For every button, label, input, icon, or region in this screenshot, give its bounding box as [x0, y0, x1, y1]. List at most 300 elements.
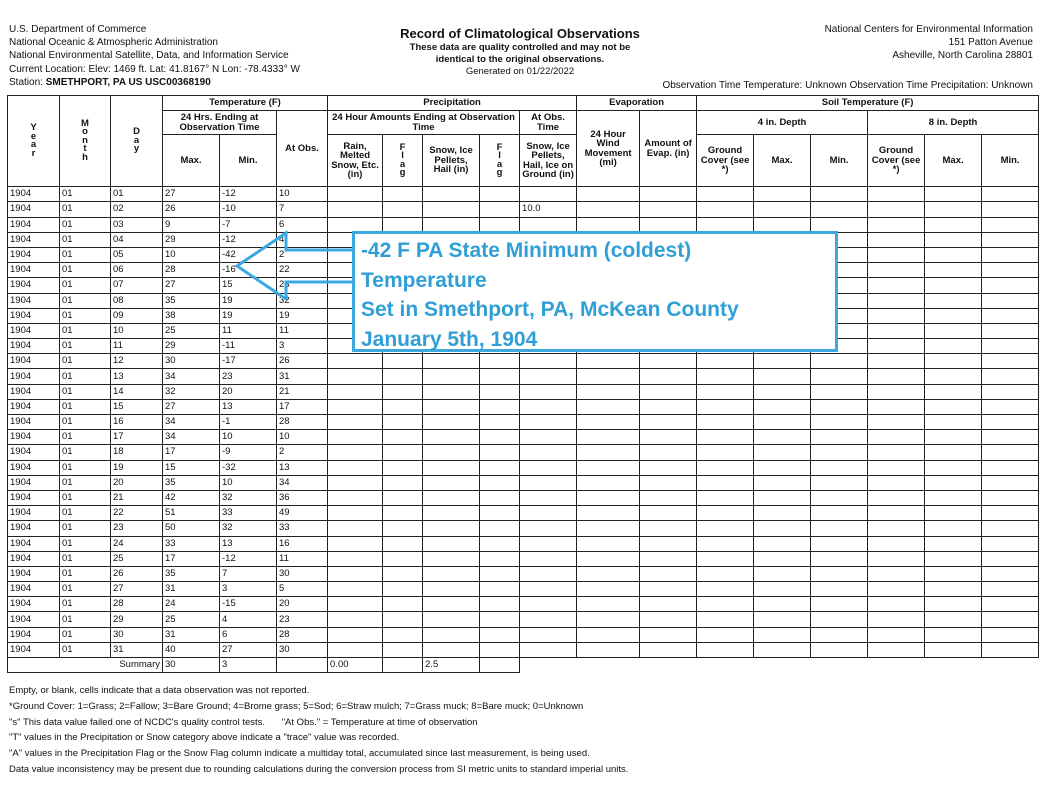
cell-year: 1904: [8, 232, 60, 247]
location-line: Current Location: Elev: 1469 ft. Lat: 41.8167° N Lon: -78.4333° W: [9, 64, 300, 75]
cell-soil-8in-min: [982, 384, 1039, 399]
cell-max: 51: [163, 506, 220, 521]
col-precipitation: Precipitation: [328, 96, 577, 111]
cell-evap: [640, 551, 697, 566]
cell-soil-8in-max: [925, 232, 982, 247]
cell-month: 01: [60, 536, 111, 551]
cell-soil-4in-min: [811, 369, 868, 384]
table-row: [8, 536, 1039, 551]
ncei-address: [825, 23, 1033, 62]
cell-day: 24: [111, 536, 163, 551]
cell-snow-on-ground: [520, 460, 577, 475]
table-row: [8, 369, 1039, 384]
cell-soil-8in-max: [925, 566, 982, 581]
cell-year: 1904: [8, 399, 60, 414]
cell-ground-cover-4in: [697, 475, 754, 490]
cell-ground-cover-8in: [868, 399, 925, 414]
title-block: [395, 27, 645, 78]
cell-snow: [423, 217, 480, 232]
cell-snow-flag: [480, 430, 520, 445]
cell-rain: [328, 642, 383, 657]
cell-max: 50: [163, 521, 220, 536]
cell-at-obs: 10: [277, 430, 328, 445]
cell-wind: [577, 521, 640, 536]
cell-snow-flag: [480, 187, 520, 202]
cell-snow-on-ground: [520, 430, 577, 445]
cell-rain-flag: [383, 354, 423, 369]
cell-rain: [328, 460, 383, 475]
col-month: [60, 96, 111, 187]
cell-year: 1904: [8, 551, 60, 566]
cell-rain-flag: [383, 536, 423, 551]
cell-wind: [577, 202, 640, 217]
cell-snow: [423, 627, 480, 642]
cell-rain: [328, 415, 383, 430]
cell-ground-cover-8in: [868, 247, 925, 262]
cell-snow-flag: [480, 506, 520, 521]
cell-snow-flag: [480, 202, 520, 217]
cell-min: 10: [220, 475, 277, 490]
cell-min: 7: [220, 566, 277, 581]
cell-ground-cover-8in: [868, 323, 925, 338]
cell-rain-flag: [383, 415, 423, 430]
cell-soil-8in-max: [925, 551, 982, 566]
cell-evap: [640, 566, 697, 581]
cell-day: 22: [111, 506, 163, 521]
cell-day: 31: [111, 642, 163, 657]
cell-min: -1: [220, 415, 277, 430]
cell-snow-on-ground: [520, 612, 577, 627]
cell-rain-flag: [383, 399, 423, 414]
cell-evap: [640, 521, 697, 536]
cell-ground-cover-8in: [868, 612, 925, 627]
cell-day: 10: [111, 323, 163, 338]
cell-day: 28: [111, 597, 163, 612]
cell-month: 01: [60, 323, 111, 338]
agency-line: National Oceanic & Atmospheric Administration: [9, 37, 218, 48]
cell-year: 1904: [8, 597, 60, 612]
cell-soil-4in-min: [811, 521, 868, 536]
cell-rain: [328, 369, 383, 384]
cell-year: 1904: [8, 187, 60, 202]
cell-month: 01: [60, 187, 111, 202]
cell-max: 17: [163, 445, 220, 460]
col-snow: Snow, Ice Pellets, Hail (in): [423, 135, 480, 187]
cell-ground-cover-4in: [697, 612, 754, 627]
cell-soil-8in-min: [982, 521, 1039, 536]
cell-min: 33: [220, 506, 277, 521]
cell-max: 33: [163, 536, 220, 551]
cell-day: 12: [111, 354, 163, 369]
col-depth-4in: 4 in. Depth: [697, 111, 868, 135]
cell-rain: [328, 354, 383, 369]
cell-year: 1904: [8, 642, 60, 657]
cell-max: 27: [163, 278, 220, 293]
cell-ground-cover-4in: [697, 521, 754, 536]
cell-min: -15: [220, 597, 277, 612]
cell-ground-cover-8in: [868, 430, 925, 445]
cell-soil-4in-min: [811, 460, 868, 475]
cell-month: 01: [60, 384, 111, 399]
cell-month: 01: [60, 506, 111, 521]
cell-year: 1904: [8, 490, 60, 505]
cell-soil-8in-min: [982, 536, 1039, 551]
cell-ground-cover-4in: [697, 217, 754, 232]
table-row: [8, 582, 1039, 597]
cell-rain: [328, 612, 383, 627]
cell-soil-8in-min: [982, 490, 1039, 505]
cell-soil-4in-min: [811, 627, 868, 642]
cell-rain-flag: [383, 217, 423, 232]
cell-rain: [328, 490, 383, 505]
cell-snow: [423, 612, 480, 627]
cell-soil-8in-max: [925, 339, 982, 354]
cell-year: 1904: [8, 430, 60, 445]
cell-soil-8in-max: [925, 415, 982, 430]
cell-rain-flag: [383, 597, 423, 612]
summary-max: 30: [163, 658, 220, 673]
cell-month: 01: [60, 263, 111, 278]
cell-wind: [577, 430, 640, 445]
cell-max: 25: [163, 612, 220, 627]
col-depth-8in: 8 in. Depth: [868, 111, 1039, 135]
cell-min: 32: [220, 490, 277, 505]
cell-soil-8in-max: [925, 308, 982, 323]
cell-snow-flag: [480, 217, 520, 232]
cell-soil-4in-min: [811, 490, 868, 505]
cell-snow-flag: [480, 582, 520, 597]
cell-ground-cover-8in: [868, 293, 925, 308]
cell-max: 9: [163, 217, 220, 232]
table-row: [8, 217, 1039, 232]
cell-ground-cover-4in: [697, 202, 754, 217]
cell-snow: [423, 551, 480, 566]
cell-max: 35: [163, 475, 220, 490]
cell-soil-8in-min: [982, 612, 1039, 627]
cell-snow-flag: [480, 475, 520, 490]
cell-max: 31: [163, 627, 220, 642]
cell-ground-cover-4in: [697, 597, 754, 612]
col-wind-movement: 24 Hour Wind Movement (mi): [577, 111, 640, 187]
cell-ground-cover-4in: [697, 187, 754, 202]
cell-at-obs: 34: [277, 475, 328, 490]
cell-snow: [423, 475, 480, 490]
cell-max: 32: [163, 384, 220, 399]
cell-ground-cover-8in: [868, 506, 925, 521]
station-label: Station:: [9, 77, 43, 88]
cell-min: -16: [220, 263, 277, 278]
cell-day: 20: [111, 475, 163, 490]
footnote: Empty, or blank, cells indicate that a data observation was not reported.: [9, 685, 310, 696]
cell-rain-flag: [383, 384, 423, 399]
page-title: Record of Climatological Observations: [400, 26, 640, 41]
summary-empty: [277, 658, 328, 673]
cell-ground-cover-8in: [868, 354, 925, 369]
cell-snow-flag: [480, 521, 520, 536]
cell-month: 01: [60, 308, 111, 323]
cell-soil-4in-max: [754, 217, 811, 232]
cell-soil-4in-max: [754, 354, 811, 369]
cell-month: 01: [60, 293, 111, 308]
cell-wind: [577, 490, 640, 505]
cell-max: 34: [163, 369, 220, 384]
cell-soil-4in-min: [811, 202, 868, 217]
cell-ground-cover-8in: [868, 551, 925, 566]
cell-soil-8in-max: [925, 323, 982, 338]
cell-evap: [640, 627, 697, 642]
table-row: [8, 612, 1039, 627]
cell-rain: [328, 430, 383, 445]
cell-soil-8in-max: [925, 445, 982, 460]
cell-soil-4in-max: [754, 415, 811, 430]
cell-month: 01: [60, 339, 111, 354]
cell-day: 18: [111, 445, 163, 460]
cell-at-obs: 4: [277, 232, 328, 247]
cell-max: 38: [163, 308, 220, 323]
cell-wind: [577, 612, 640, 627]
cell-evap: [640, 642, 697, 657]
cell-soil-8in-max: [925, 202, 982, 217]
col-evap-amount: Amount of Evap. (in): [640, 111, 697, 187]
cell-snow-on-ground: [520, 475, 577, 490]
cell-rain: [328, 384, 383, 399]
cell-min: -32: [220, 460, 277, 475]
cell-ground-cover-4in: [697, 506, 754, 521]
cell-evap: [640, 399, 697, 414]
cell-max: 27: [163, 399, 220, 414]
cell-ground-cover-8in: [868, 536, 925, 551]
summary-empty: [480, 658, 520, 673]
cell-min: -11: [220, 339, 277, 354]
cell-soil-4in-max: [754, 597, 811, 612]
table-row: [8, 566, 1039, 581]
cell-ground-cover-8in: [868, 217, 925, 232]
callout-line: Set in Smethport, PA, McKean County: [361, 298, 739, 321]
cell-ground-cover-4in: [697, 445, 754, 460]
cell-soil-4in-max: [754, 506, 811, 521]
summary-empty: [383, 658, 423, 673]
col-soil-4in-max: Max.: [754, 135, 811, 187]
cell-soil-8in-min: [982, 308, 1039, 323]
cell-wind: [577, 415, 640, 430]
cell-ground-cover-4in: [697, 582, 754, 597]
cell-wind: [577, 582, 640, 597]
cell-soil-8in-max: [925, 642, 982, 657]
cell-rain-flag: [383, 566, 423, 581]
cell-day: 08: [111, 293, 163, 308]
cell-at-obs: 23: [277, 278, 328, 293]
cell-min: -12: [220, 187, 277, 202]
station-name: SMETHPORT, PA US USC00368190: [45, 77, 211, 88]
cell-year: 1904: [8, 506, 60, 521]
cell-ground-cover-8in: [868, 597, 925, 612]
cell-max: 34: [163, 415, 220, 430]
cell-rain: [328, 506, 383, 521]
cell-at-obs: 32: [277, 293, 328, 308]
cell-at-obs: 11: [277, 551, 328, 566]
cell-soil-8in-min: [982, 369, 1039, 384]
cell-year: 1904: [8, 263, 60, 278]
cell-soil-4in-max: [754, 582, 811, 597]
table-row: [8, 490, 1039, 505]
cell-soil-4in-max: [754, 384, 811, 399]
cell-ground-cover-8in: [868, 415, 925, 430]
cell-snow: [423, 399, 480, 414]
cell-snow-on-ground: [520, 490, 577, 505]
cell-soil-4in-min: [811, 582, 868, 597]
cell-soil-4in-min: [811, 612, 868, 627]
col-day: [111, 96, 163, 187]
cell-rain-flag: [383, 521, 423, 536]
cell-soil-4in-max: [754, 475, 811, 490]
cell-soil-8in-min: [982, 202, 1039, 217]
address-line: Asheville, North Carolina 28801: [892, 50, 1033, 61]
cell-snow-on-ground: [520, 384, 577, 399]
cell-soil-8in-max: [925, 597, 982, 612]
cell-soil-8in-max: [925, 475, 982, 490]
cell-ground-cover-4in: [697, 369, 754, 384]
cell-day: 13: [111, 369, 163, 384]
cell-month: 01: [60, 582, 111, 597]
cell-soil-4in-min: [811, 551, 868, 566]
cell-min: 13: [220, 536, 277, 551]
cell-wind: [577, 369, 640, 384]
cell-wind: [577, 217, 640, 232]
cell-soil-8in-max: [925, 369, 982, 384]
col-year-label: Y e a r: [30, 122, 37, 159]
cell-wind: [577, 597, 640, 612]
cell-snow-on-ground: [520, 582, 577, 597]
cell-at-obs: 33: [277, 521, 328, 536]
col-at-obs-time: At Obs. Time: [520, 111, 577, 135]
cell-ground-cover-4in: [697, 384, 754, 399]
cell-day: 16: [111, 415, 163, 430]
cell-soil-4in-min: [811, 506, 868, 521]
table-row: [8, 415, 1039, 430]
cell-soil-4in-max: [754, 627, 811, 642]
cell-rain: [328, 475, 383, 490]
cell-min: -10: [220, 202, 277, 217]
col-flag-label: F l a g: [399, 141, 406, 179]
cell-max: 27: [163, 187, 220, 202]
cell-max: 10: [163, 247, 220, 262]
cell-snow-flag: [480, 536, 520, 551]
cell-month: 01: [60, 232, 111, 247]
table-row: [8, 445, 1039, 460]
col-evaporation: Evaporation: [577, 96, 697, 111]
cell-at-obs: 5: [277, 582, 328, 597]
cell-soil-4in-min: [811, 642, 868, 657]
cell-soil-8in-max: [925, 399, 982, 414]
cell-rain-flag: [383, 460, 423, 475]
cell-min: 19: [220, 308, 277, 323]
cell-max: 28: [163, 263, 220, 278]
cell-soil-8in-max: [925, 293, 982, 308]
cell-ground-cover-4in: [697, 642, 754, 657]
table-row: [8, 430, 1039, 445]
cell-ground-cover-4in: [697, 536, 754, 551]
cell-soil-4in-max: [754, 536, 811, 551]
cell-ground-cover-8in: [868, 460, 925, 475]
cell-month: 01: [60, 217, 111, 232]
cell-ground-cover-8in: [868, 490, 925, 505]
cell-max: 26: [163, 202, 220, 217]
cell-min: 10: [220, 430, 277, 445]
table-row: [8, 354, 1039, 369]
cell-ground-cover-8in: [868, 263, 925, 278]
table-row: [8, 597, 1039, 612]
cell-snow-on-ground: [520, 506, 577, 521]
cell-month: 01: [60, 551, 111, 566]
cell-soil-4in-min: [811, 415, 868, 430]
cell-soil-4in-min: [811, 445, 868, 460]
cell-snow: [423, 642, 480, 657]
cell-year: 1904: [8, 460, 60, 475]
cell-snow-on-ground: [520, 187, 577, 202]
cell-year: 1904: [8, 293, 60, 308]
cell-soil-4in-min: [811, 536, 868, 551]
cell-rain: [328, 551, 383, 566]
cell-wind: [577, 627, 640, 642]
cell-evap: [640, 582, 697, 597]
cell-day: 07: [111, 278, 163, 293]
cell-day: 14: [111, 384, 163, 399]
cell-at-obs: 49: [277, 506, 328, 521]
cell-snow-on-ground: [520, 551, 577, 566]
cell-at-obs: 22: [277, 263, 328, 278]
cell-year: 1904: [8, 369, 60, 384]
cell-soil-8in-max: [925, 187, 982, 202]
cell-ground-cover-8in: [868, 369, 925, 384]
cell-soil-8in-max: [925, 521, 982, 536]
summary-label: Summary: [8, 658, 163, 673]
cell-soil-8in-min: [982, 460, 1039, 475]
cell-soil-4in-max: [754, 490, 811, 505]
cell-snow: [423, 521, 480, 536]
cell-rain: [328, 536, 383, 551]
cell-soil-4in-max: [754, 202, 811, 217]
cell-month: 01: [60, 597, 111, 612]
cell-ground-cover-4in: [697, 566, 754, 581]
cell-max: 35: [163, 293, 220, 308]
cell-month: 01: [60, 642, 111, 657]
cell-min: 13: [220, 399, 277, 414]
cell-at-obs: 21: [277, 384, 328, 399]
cell-soil-4in-max: [754, 187, 811, 202]
cell-evap: [640, 536, 697, 551]
cell-soil-8in-max: [925, 536, 982, 551]
cell-day: 05: [111, 247, 163, 262]
cell-year: 1904: [8, 323, 60, 338]
cell-at-obs: 31: [277, 369, 328, 384]
cell-max: 25: [163, 323, 220, 338]
cell-evap: [640, 490, 697, 505]
cell-ground-cover-8in: [868, 582, 925, 597]
cell-rain-flag: [383, 490, 423, 505]
cell-rain: [328, 399, 383, 414]
cell-at-obs: 28: [277, 415, 328, 430]
cell-soil-8in-min: [982, 566, 1039, 581]
cell-rain-flag: [383, 475, 423, 490]
cell-rain-flag: [383, 445, 423, 460]
col-year: [8, 96, 60, 187]
cell-min: 23: [220, 369, 277, 384]
cell-soil-4in-max: [754, 566, 811, 581]
cell-soil-4in-min: [811, 430, 868, 445]
cell-at-obs: 17: [277, 399, 328, 414]
cell-rain: [328, 187, 383, 202]
cell-ground-cover-8in: [868, 475, 925, 490]
